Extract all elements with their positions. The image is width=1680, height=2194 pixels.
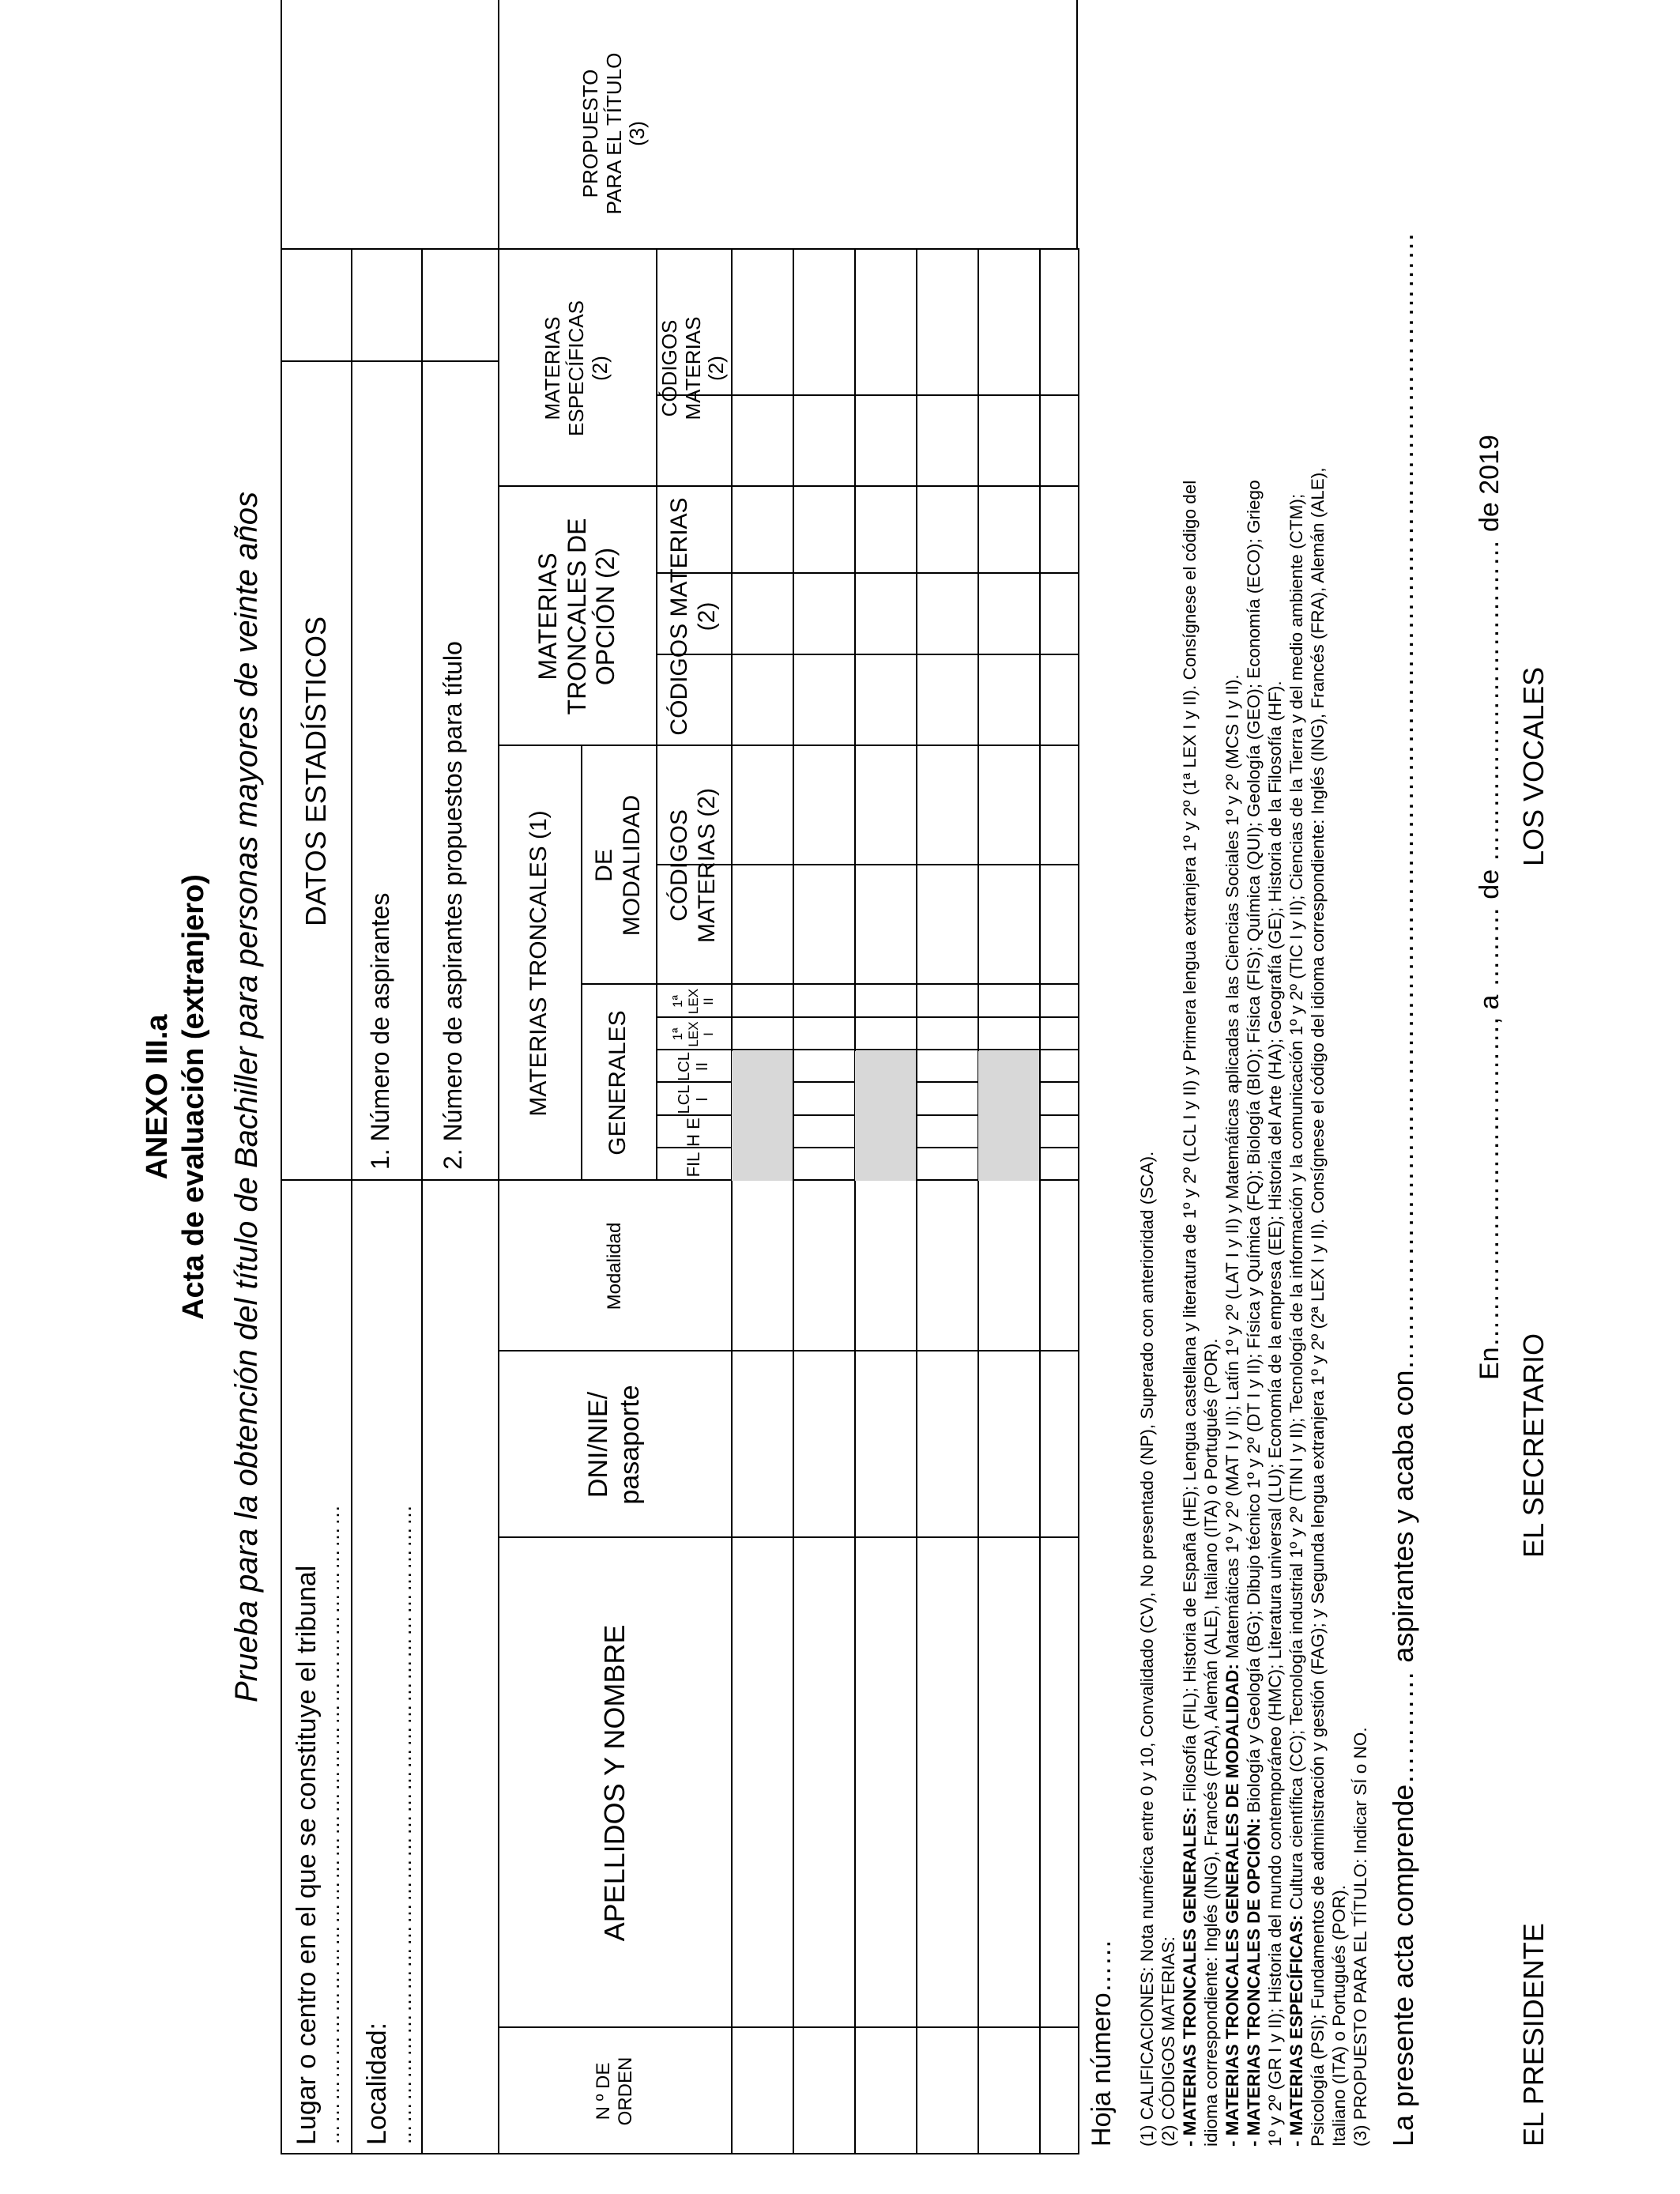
- note-generales-cont: idioma correspondiente: Inglés (ING), Francés (FRA), Alemán (ALE), Italiano (ITA) o Portugués (POR).: [1201, 1338, 1221, 2147]
- note-codigos: (2) CÓDIGOS MATERIAS:: [1158, 1936, 1178, 2147]
- note-especificas-cont2: Italiano (ITA) o Portugués (POR).: [1329, 1885, 1349, 2147]
- col-nombre-header: APELLIDOS Y NOMBRE: [597, 1624, 631, 1942]
- subject-lex-ii: 1ª LEX II: [670, 988, 717, 1015]
- subject-lcl-i: LCL I: [675, 1084, 711, 1114]
- signature-secretario: EL SECRETARIO: [1517, 1333, 1550, 1558]
- note-modalidad: - MATERIAS TRONCALES GENERALES DE MODALIDAD: Matemáticas 1º y 2º (MAT I y II); Latín 1º y 2º (LAT I y II) y Matemáticas aplicadas a las Ciencias Sociales 1º y 2º (MCS I y II).: [1222, 674, 1242, 2147]
- subject-fil: FIL: [683, 1152, 703, 1178]
- propuesto-header: PROPUESTO PARA EL TÍTULO (3): [578, 52, 650, 215]
- note-especificas-cont: Psicología (PSI); Fundamentos de administración y gestión (FAG); y Segunda lengua extranjera 1º y 2º (2ª LEX I y II). Consígnese el código del idioma correspondiente: Inglés (ING), Francés (FRA), Alemán (ALE),: [1308, 467, 1328, 2147]
- annex-title: ANEXO III.a: [141, 1014, 174, 1180]
- col-dni-header: DNI/NIE/ pasaporte: [583, 1385, 645, 1505]
- hoja-numero: Hoja número……: [1087, 1939, 1117, 2147]
- note-calificaciones: (1) CALIFICACIONES: Nota numérica entre 0 y 10, Convalidado (CV), No presentado (NP), Superado con anterioridad (SCA).: [1137, 1151, 1157, 2147]
- subject-lex-i: 1ª LEX I: [670, 1021, 717, 1047]
- note-opcion: - MATERIAS TRONCALES DE OPCIÓN: Biología y Geología (BG); Dibujo técnico 1º y 2º (DT I y II); Física y Química (FQ); Biología (BIO); Física (FIS); Química (QUI); Geología (GEO); Economía (ECO); Griego: [1244, 480, 1264, 2147]
- troncales-header: MATERIAS TRONCALES (1): [525, 810, 552, 1117]
- codigos-opcion-header: CÓDIGOS MATERIAS (2): [666, 497, 720, 736]
- stat-num-aspirantes: 1. Número de aspirantes: [366, 892, 394, 1170]
- note-especificas: - MATERIAS ESPECÍFICAS: Cultura científica (CC); Tecnología industrial 1º y 2º (TIN I y II); Tecnología de la información y la comunicación 1º y 2º (TIC I y II); Ciencias de la Tierra y del medio ambiente (CTM);: [1286, 493, 1306, 2147]
- note-propuesto: (3) PROPUESTO PARA EL TÍTULO: Indicar SÍ o NO.: [1350, 1727, 1370, 2147]
- signature-vocales: LOS VOCALES: [1517, 666, 1550, 866]
- note-generales: - MATERIAS TRONCALES GENERALES: Filosofía (FIL); Historia de España (HE); Lengua castellana y literatura de 1º y 2º (LCL I y II) y Primera lengua extranjera 1º y 2º (1ª LEX I y II). Consígnese el código del: [1180, 480, 1200, 2147]
- col-orden-header: N º DE ORDEN: [592, 2056, 636, 2126]
- especificas-header: MATERIAS ESPECÍFICAS (2): [541, 300, 612, 436]
- lugar-label: Lugar o centro en el que se constituye el tribunal: [292, 1565, 322, 2145]
- acta-comprende[interactable]: La presente acta comprende………… aspirantes y acaba con…………………………………………………………………………………………………………: [1387, 232, 1419, 2147]
- localidad-label: Localidad:: [362, 2022, 392, 2145]
- codigos-modalidad-header: CÓDIGOS MATERIAS (2): [666, 787, 720, 944]
- subject-lcl-ii: LCL II: [675, 1052, 711, 1081]
- col-modalidad-header: Modalidad: [603, 1222, 625, 1310]
- codigos-especificas-header: CÓDIGOS MATERIAS (2): [657, 316, 729, 420]
- document-title: Acta de evaluación (extranjero): [177, 874, 210, 1320]
- de-modalidad-header: DE MODALIDAD: [591, 794, 645, 937]
- troncales-opcion-header: MATERIAS TRONCALES DE OPCIÓN (2): [533, 518, 620, 715]
- signature-presidente: EL PRESIDENTE: [1517, 1923, 1550, 2147]
- subject-he: H E: [683, 1118, 703, 1147]
- generales-header: GENERALES: [605, 1010, 631, 1155]
- place-date-line[interactable]: En………………………………, a ……… de ……………………………… de 2019: [1475, 435, 1505, 1380]
- stat-num-propuestos: 2. Número de aspirantes propuestos para título: [439, 641, 467, 1170]
- document-subtitle: Prueba para la obtención del título de Bachiller para personas mayores de veinte años: [229, 491, 264, 1703]
- datos-estadisticos-title: DATOS ESTADÍSTICOS: [299, 616, 332, 927]
- footnotes: [1136, 21, 1371, 2147]
- lugar-dots[interactable]: ……………………………………………………………………………: [320, 1503, 344, 2145]
- localidad-dots[interactable]: ……………………………………………………………………………: [392, 1503, 416, 2145]
- note-opcion-cont: 1º y 2º (GR I y II); Historia del mundo contemporáneo (HMC); Literatura universal (LU); Economía de la empresa (EE); Historia del Arte (HA); Geografía (GE); Historia de la Filosofía (HF).: [1265, 680, 1285, 2147]
